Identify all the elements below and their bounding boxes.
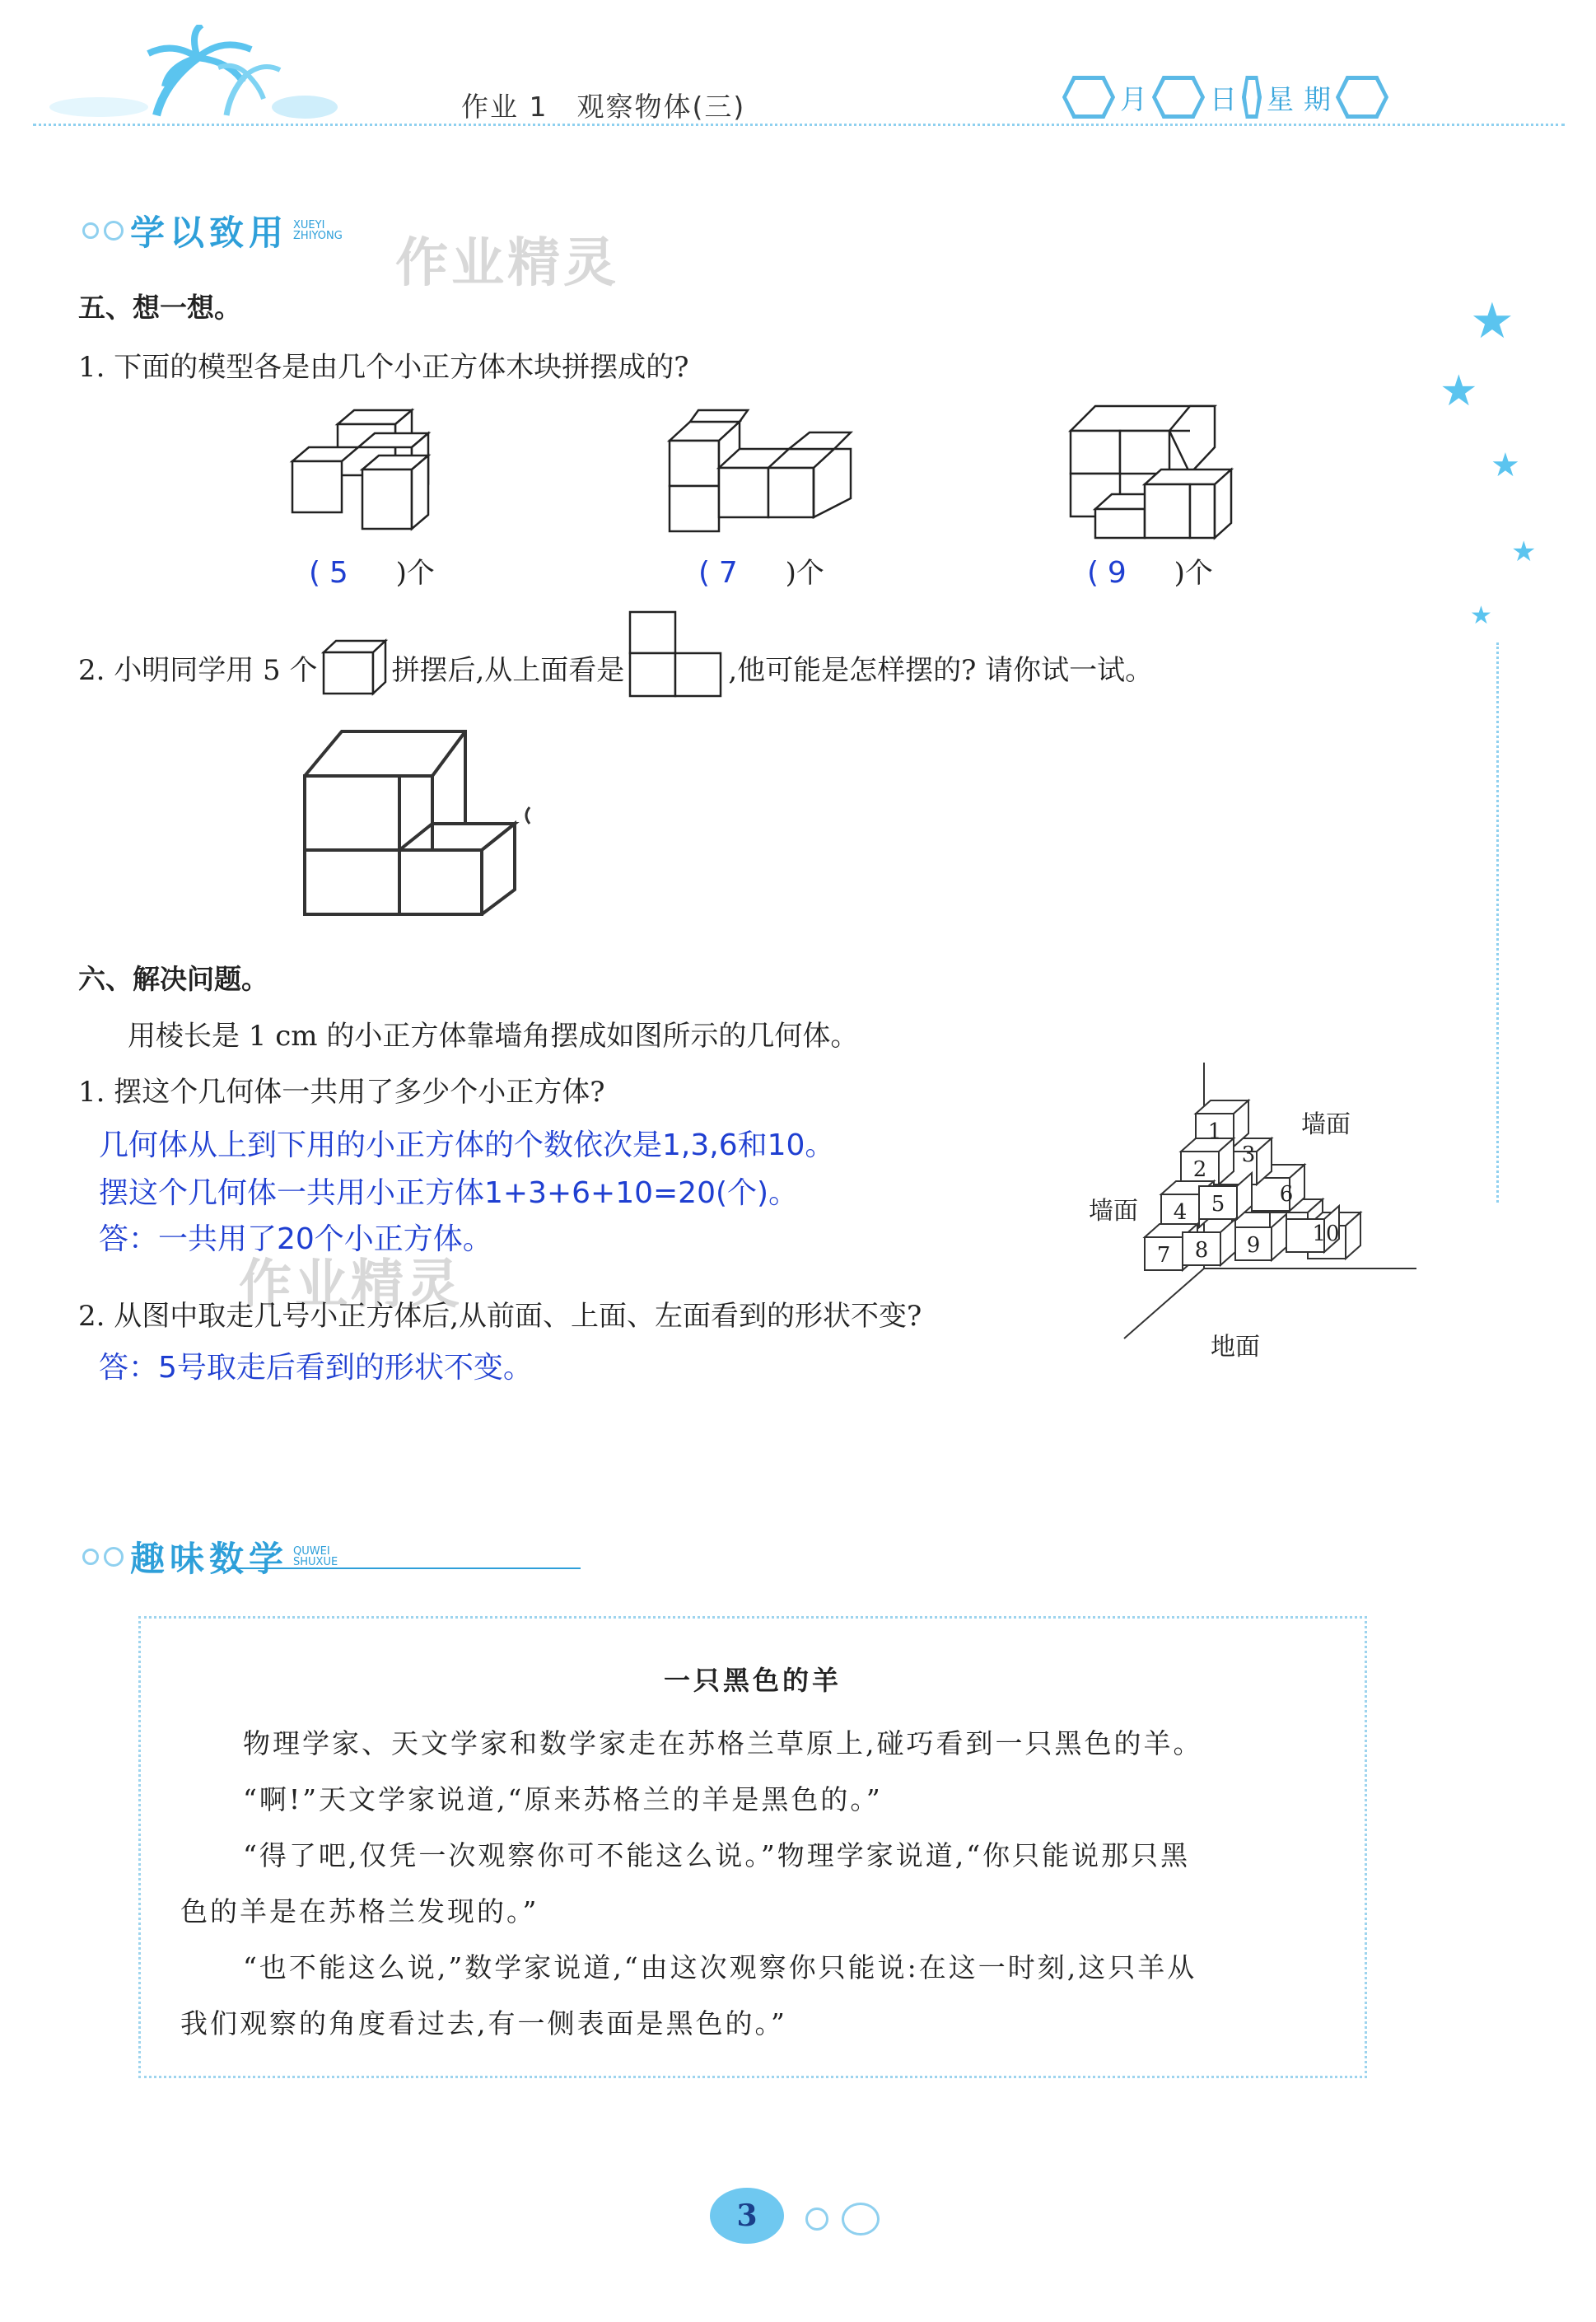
watermark: 作业精灵 [395, 233, 619, 294]
month-label: 月 [1120, 82, 1147, 115]
section-apply-header [82, 206, 343, 255]
date-fields [1062, 76, 1388, 119]
bubble-icon [82, 1549, 99, 1565]
story-paragraph-2: “啊!”天文学家说道,“原来苏格兰的羊是黑色的。” [243, 1783, 883, 1815]
story-box [138, 1616, 1367, 2078]
q2-text-c: ,他可能是怎样摆的? 请你试一试。 [728, 653, 1154, 687]
cube-label-1: 1 [1207, 1119, 1222, 1144]
answer-slot-1 [309, 550, 435, 591]
bubble-icon [104, 1547, 124, 1567]
bubble-icon [805, 2208, 828, 2231]
staircase-figure [1079, 1063, 1425, 1376]
cube-model-1 [288, 404, 436, 535]
answer-value[interactable]: 5 [329, 556, 348, 590]
cube-label-3: 3 [1241, 1142, 1256, 1167]
weekday-input-box[interactable] [1242, 76, 1262, 119]
day-label: 日 [1210, 82, 1237, 115]
story-paragraph-1: 物理学家、天文学家和数学家走在苏格兰草原上,碰巧看到一只黑色的羊。 [243, 1727, 1203, 1759]
answer-value[interactable]: 7 [718, 556, 738, 590]
cube-label-8: 8 [1194, 1238, 1209, 1263]
answer-open-paren: ( [309, 556, 321, 590]
answer-open-paren: ( [698, 556, 711, 590]
weekday-label-2: 期 [1304, 82, 1331, 115]
cube-label-9: 9 [1246, 1233, 1261, 1258]
student-drawing [301, 725, 539, 918]
answer-unit: )个 [785, 557, 824, 590]
cube-model-3 [1066, 402, 1239, 542]
story-title: 一只黑色的羊 [663, 1665, 842, 1696]
margin-dotted-line [1496, 642, 1499, 1203]
star-icon: ★ [1470, 292, 1514, 350]
part6-answer-2: 答：5号取走后看到的形状不变。 [99, 1351, 533, 1385]
weekday-value-box[interactable] [1336, 76, 1388, 119]
answer-open-paren: ( [1087, 556, 1099, 590]
section-fun-header [82, 1532, 338, 1581]
cube-label-2: 2 [1192, 1157, 1207, 1182]
story-paragraph-4b: 我们观察的角度看过去,有一侧表面是黑色的。” [180, 2007, 787, 2039]
cube-label-4: 4 [1173, 1200, 1188, 1225]
story-paragraph-3b: 色的羊是在苏格兰发现的。” [180, 1895, 539, 1927]
part6-intro: 用棱长是 1 cm 的小正方体靠墙角摆成如图所示的几何体。 [128, 1020, 859, 1053]
answer-slot-3 [1087, 550, 1213, 591]
wall-label-right: 墙面 [1301, 1110, 1351, 1139]
bubble-icon [842, 2203, 880, 2236]
answer-unit: )个 [395, 557, 435, 590]
section-apply-pinyin-1: XUEYI [293, 219, 325, 231]
wall-label-left: 墙面 [1089, 1197, 1138, 1226]
part6-heading: 六、解决问题。 [78, 963, 268, 995]
star-icon: ★ [1470, 601, 1492, 630]
part6-question-2: 2. 从图中取走几号小正方体后,从前面、上面、左面看到的形状不变? [78, 1300, 922, 1333]
answer-slot-2 [698, 550, 824, 591]
top-view-shape-icon [628, 610, 725, 700]
page-title: 作业 1 观察物体(三) [461, 91, 746, 123]
star-icon: ★ [1440, 367, 1478, 416]
part6-question-1: 1. 摆这个几何体一共用了多少个小正方体? [78, 1076, 605, 1109]
header-decoration [33, 25, 346, 124]
section-apply-title: 学以致用 [130, 213, 289, 253]
header-divider [33, 124, 1565, 126]
answer-unit: )个 [1174, 557, 1213, 590]
palm-tree-icon [33, 25, 346, 124]
section-fun-underline [226, 1567, 581, 1569]
cube-label-10: 10 [1312, 1222, 1340, 1246]
story-body [180, 1716, 1325, 2052]
bubble-icon [82, 222, 99, 239]
day-input-box[interactable] [1152, 76, 1205, 119]
cube-label-7: 7 [1156, 1243, 1171, 1268]
section-apply-pinyin-2: ZHIYONG [293, 230, 343, 242]
small-cube-icon [321, 638, 389, 697]
q2-text-b: 拼摆后,从上面看是 [391, 653, 625, 687]
part6-answer-1-line-3: 答：一共用了20个小正方体。 [99, 1222, 492, 1256]
part6-answer-1-line-1: 几何体从上到下用的小正方体的个数依次是1,3,6和10。 [99, 1128, 835, 1162]
watermark: 作业精灵 [239, 1254, 463, 1315]
weekday-label-1: 星 [1267, 82, 1294, 115]
section-fun-pinyin-2: SHUXUE [293, 1556, 338, 1568]
story-paragraph-4a: “也不能这么说,”数学家说道,“由这次观察你只能说:在这一时刻,这只羊从 [243, 1951, 1197, 1983]
star-icon: ★ [1511, 535, 1537, 568]
cube-label-5: 5 [1211, 1192, 1225, 1217]
answer-value[interactable]: 9 [1107, 556, 1127, 590]
section-fun-title: 趣味数学 [130, 1539, 289, 1579]
q2-text-a: 2. 小明同学用 5 个 [78, 653, 318, 687]
cube-label-6: 6 [1279, 1182, 1294, 1207]
cube-model-2 [665, 404, 863, 544]
part5-question-1: 1. 下面的模型各是由几个小正方体木块拼摆成的? [78, 351, 689, 384]
story-paragraph-3a: “得了吧,仅凭一次观察你可不能这么说。”物理学家说道,“你只能说那只黑 [243, 1839, 1191, 1871]
floor-label: 地面 [1211, 1333, 1260, 1362]
bubble-icon [104, 221, 124, 241]
page-number: 3 [710, 2188, 784, 2244]
part5-question-2 [78, 634, 1153, 700]
part5-heading: 五、想一想。 [78, 292, 241, 324]
month-input-box[interactable] [1062, 76, 1115, 119]
star-icon: ★ [1491, 446, 1520, 484]
part6-answer-1-line-2: 摆这个几何体一共用小正方体1+3+6+10=20(个)。 [99, 1176, 799, 1210]
section-fun-pinyin-1: QUWEI [293, 1545, 330, 1558]
